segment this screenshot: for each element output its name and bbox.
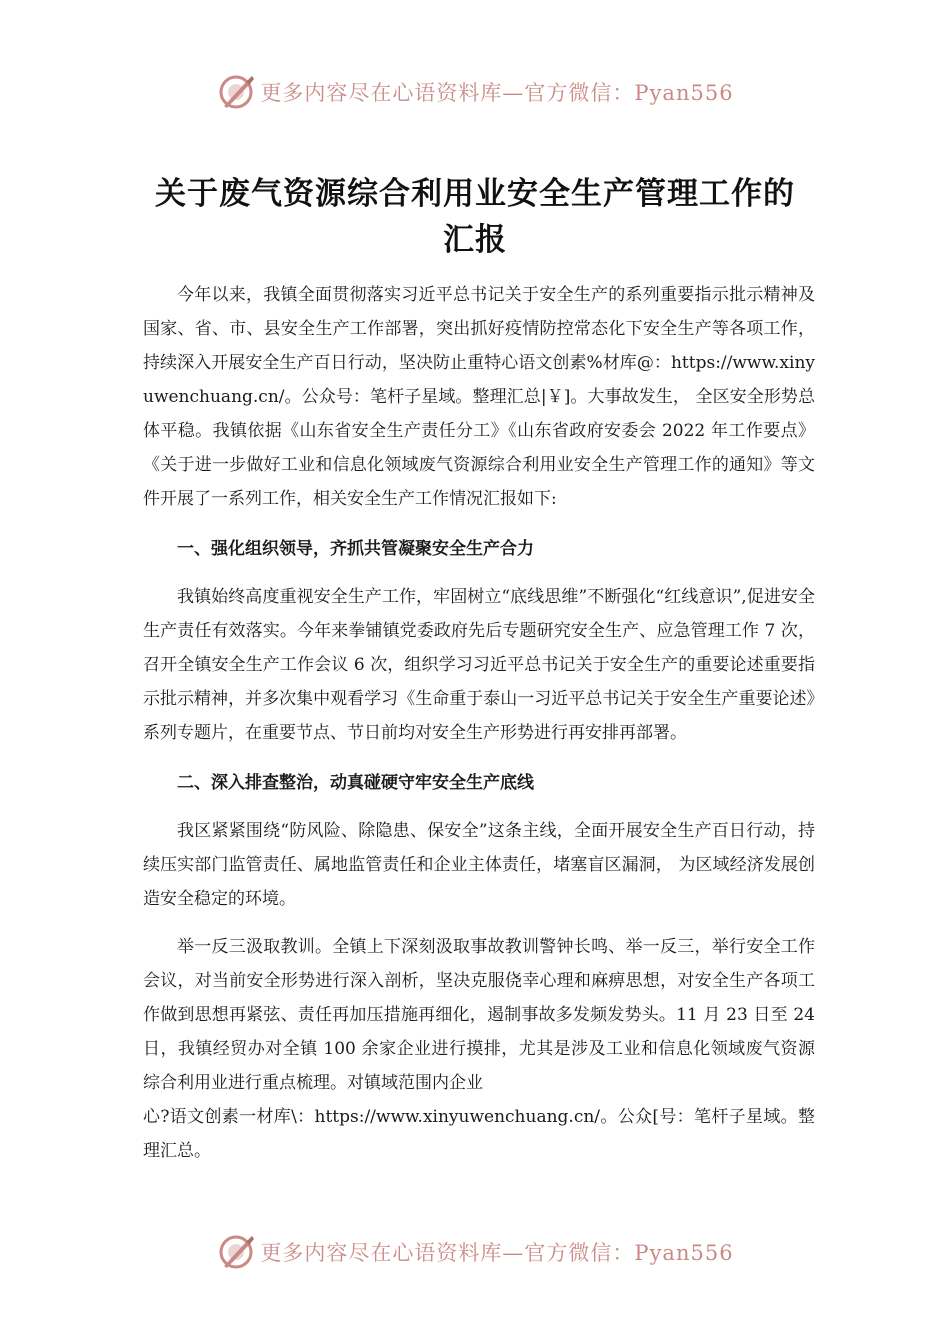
section-heading-2: 二、深入排查整治，动真碰硬守牢安全生产底线 <box>177 773 534 793</box>
section-1-paragraph: 我镇始终高度重视安全生产工作，牢固树立“底线思维”不断强化“红线意识”,促进安全生产责任有效落实。今年来拳铺镇党委政府先后专题研究安全生产、应急管理工作 7 次，召开全镇安全生产工作会议 6 次，组织学习习近平总书记关于安全生产的重要论述重要指示批示精神，并多次集中观看学习《生命重于泰山一习近平总书记关于安全生产重要论述》系列专题片，在重要节点、节日前均对安全生产形势进行再安排再部署。 <box>143 587 815 743</box>
brand-logo-icon <box>216 1232 256 1272</box>
footer-banner <box>0 1230 950 1274</box>
banner-text: 更多内容尽在心语资料库—官方微信：Pyan556 <box>260 1241 734 1265</box>
brand-logo-icon <box>216 72 256 112</box>
section-heading-1: 一、强化组织领导，齐抓共管凝聚安全生产合力 <box>177 539 534 559</box>
section-2-lessons-paragraph: 举一反三汲取教训。全镇上下深刻汲取事故教训警钟长鸣、举一反三，举行安全工作会议，对当前安全形势进行深入剖析，坚决克服侥幸心理和麻痹思想，对安全生产各项工作做到思想再紧弦、责任再加压措施再细化，遏制事故多发频发势头。11 月 23 日至 24 日，我镇经贸办对全镇 100 余家企业进行摸排，尤其是涉及工业和信息化领域废气资源综合利用业进行重点梳理。对镇域范围内企业 <box>143 937 815 1093</box>
section-2-paragraph: 我区紧紧围绕“防风险、除隐患、保安全”这条主线，全面开展安全生产百日行动，持续压实部门监管责任、属地监管责任和企业主体责任，堵塞盲区漏洞， 为区域经济发展创造安全稳定的环境。 <box>143 821 815 909</box>
document-title-line-2: 汇报 <box>443 222 507 258</box>
document-title-line-1: 关于废气资源综合利用业安全生产管理工作的 <box>155 176 795 212</box>
banner-text: 更多内容尽在心语资料库—官方微信：Pyan556 <box>260 81 734 105</box>
document-body <box>143 278 815 1168</box>
intro-paragraph: 今年以来，我镇全面贯彻落实习近平总书记关于安全生产的系列重要指示批示精神及国家、省、市、县安全生产工作部署，突出抓好疫情防控常态化下安全生产等各项工作，持续深入开展安全生产百日行动，坚决防止重特心语文创素%材库@：https://www.xinyuwenchuang.cn/。公众号：笔杆子星域。整理汇总|￥]。大事故发生， 全区安全形势总体平稳。我镇依据《山东省安全生产责任分工》《山东省政府安委会 2022 年工作要点》《关于进一步做好工业和信息化领域废气资源综合利用业安全生产管理工作的通知》等文件开展了一系列工作，相关安全生产工作情况汇报如下: <box>143 285 815 509</box>
header-banner <box>0 70 950 114</box>
watermark-paragraph: 心?语文创素一材库\：https://www.xinyuwenchuang.cn/。公众[号：笔杆子星域。整理汇总。 <box>143 1107 815 1161</box>
